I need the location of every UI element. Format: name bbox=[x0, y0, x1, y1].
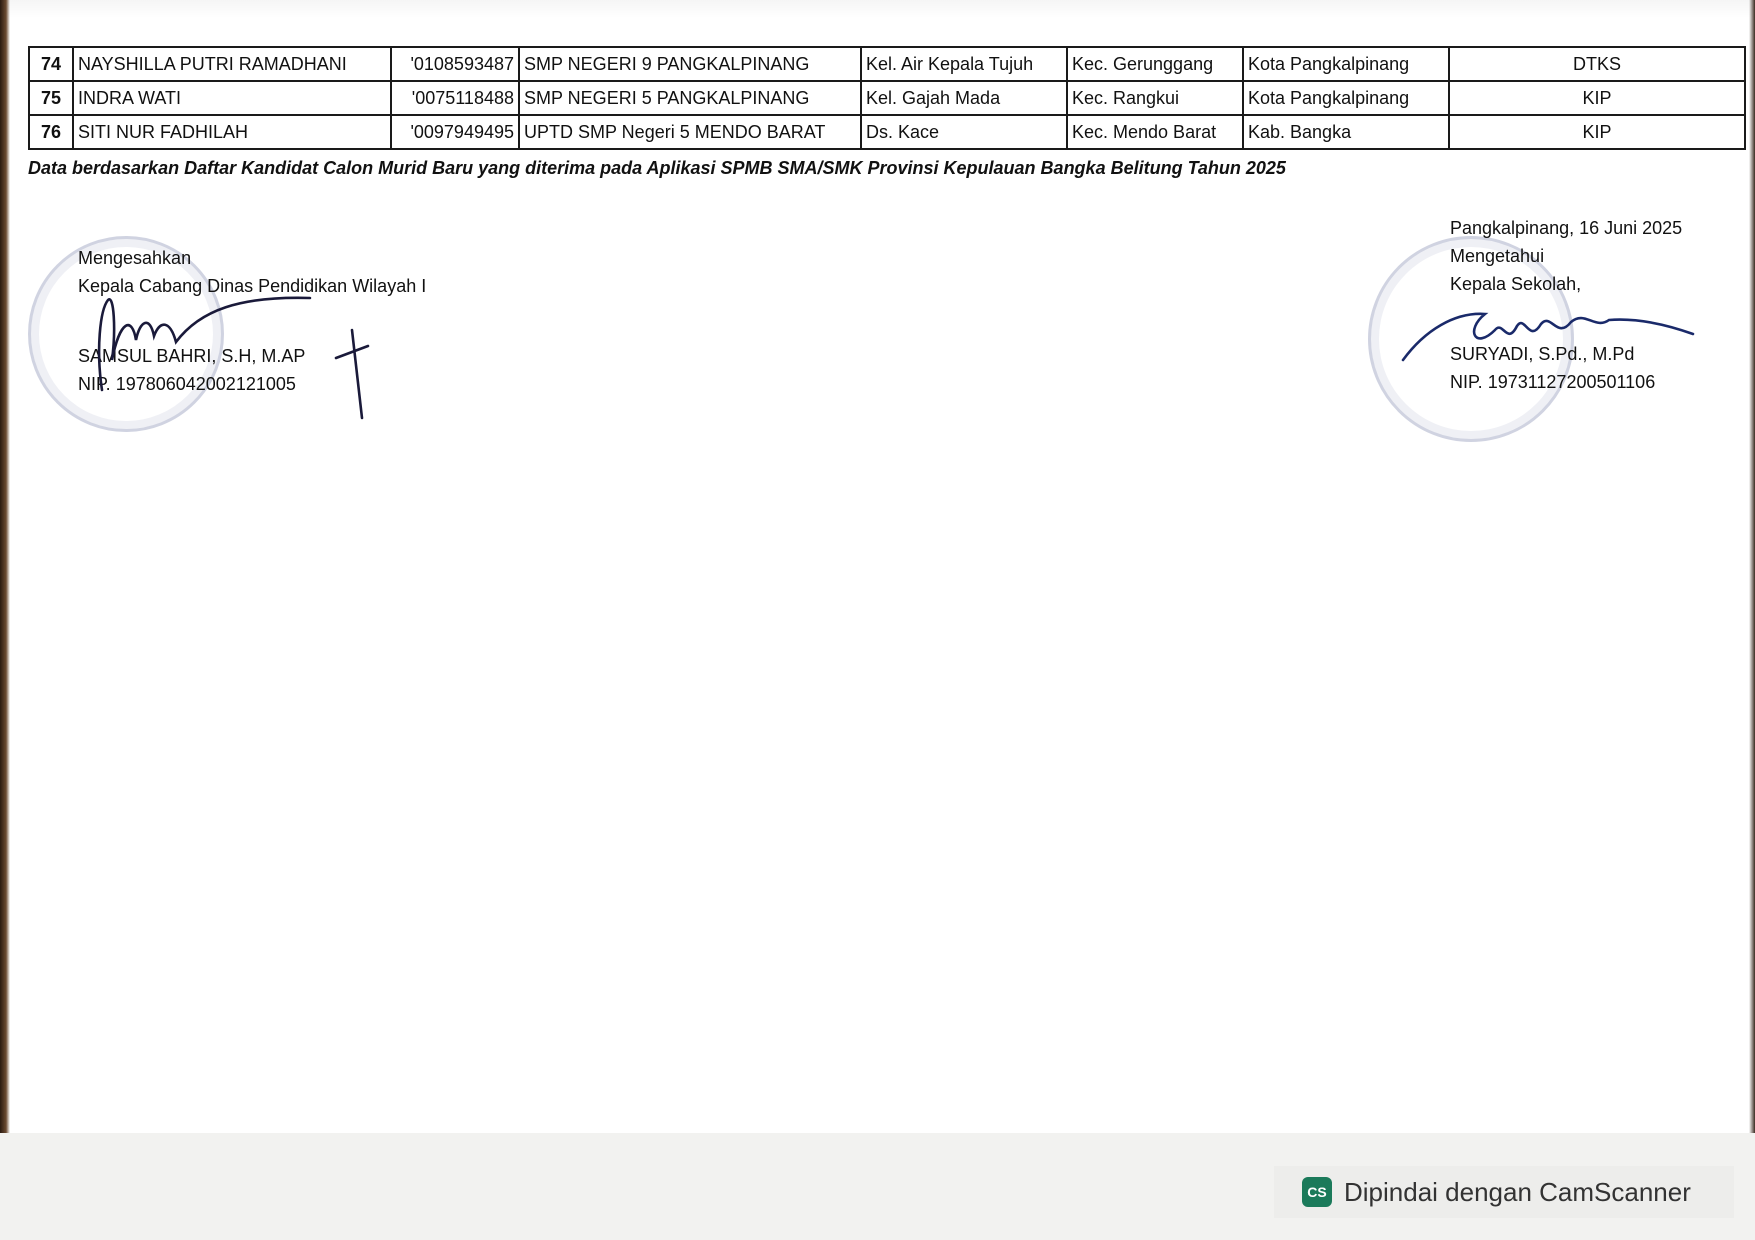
scan-edge-left bbox=[0, 0, 10, 1133]
table-row bbox=[29, 81, 1745, 115]
cell-city: Kota Pangkalpinang bbox=[1243, 47, 1449, 81]
cell-track: KIP bbox=[1449, 81, 1745, 115]
camscanner-text: Dipindai dengan CamScanner bbox=[1344, 1176, 1691, 1207]
cell-village: Kel. Gajah Mada bbox=[861, 81, 1067, 115]
handwritten-signature-left bbox=[80, 270, 380, 430]
cell-nisn: '0108593487 bbox=[391, 47, 519, 81]
table-row bbox=[29, 47, 1745, 81]
cell-nisn: '0075118488 bbox=[391, 81, 519, 115]
camscanner-logo-icon: CS bbox=[1302, 1177, 1332, 1207]
camscanner-badge bbox=[1274, 1166, 1734, 1218]
cell-village: Kel. Air Kepala Tujuh bbox=[861, 47, 1067, 81]
cell-school: SMP NEGERI 9 PANGKALPINANG bbox=[519, 47, 861, 81]
signatory-position: Kepala Sekolah, bbox=[1450, 274, 1582, 294]
approval-label: Mengesahkan bbox=[78, 248, 192, 268]
cell-city: Kota Pangkalpinang bbox=[1243, 81, 1449, 115]
cell-district: Kec. Rangkui bbox=[1067, 81, 1243, 115]
cell-nisn: '0097949495 bbox=[391, 115, 519, 149]
acknowledge-label: Mengetahui bbox=[1450, 246, 1545, 266]
cell-name: SITI NUR FADHILAH bbox=[73, 115, 391, 149]
cell-district: Kec. Gerunggang bbox=[1067, 47, 1243, 81]
cell-name: NAYSHILLA PUTRI RAMADHANI bbox=[73, 47, 391, 81]
signatory-name: SAMSUL BAHRI, S.H, M.AP bbox=[78, 346, 306, 366]
cell-village: Ds. Kace bbox=[861, 115, 1067, 149]
signatory-position: Kepala Cabang Dinas Pendidikan Wilayah I bbox=[78, 276, 427, 296]
cell-track: DTKS bbox=[1449, 47, 1745, 81]
signatory-nip: NIP. 197806042002121005 bbox=[78, 374, 296, 394]
student-table bbox=[28, 46, 1746, 150]
cell-no: 74 bbox=[29, 47, 73, 81]
cell-no: 75 bbox=[29, 81, 73, 115]
signatory-nip: NIP. 19731127200501106 bbox=[1450, 372, 1656, 392]
source-note: Data berdasarkan Daftar Kandidat Calon Murid Baru yang diterima pada Aplikasi SPMB SMA/SMK Provinsi Kepulauan Bangka Belitung Tahun 2025 bbox=[28, 158, 1286, 178]
cell-track: KIP bbox=[1449, 115, 1745, 149]
handwritten-signature-right bbox=[1395, 290, 1695, 370]
signatory-name: SURYADI, S.Pd., M.Pd bbox=[1450, 344, 1635, 364]
cell-city: Kab. Bangka bbox=[1243, 115, 1449, 149]
cell-no: 76 bbox=[29, 115, 73, 149]
scan-edge-right bbox=[1749, 0, 1755, 1133]
cell-school: UPTD SMP Negeri 5 MENDO BARAT bbox=[519, 115, 861, 149]
cell-name: INDRA WATI bbox=[73, 81, 391, 115]
cell-school: SMP NEGERI 5 PANGKALPINANG bbox=[519, 81, 861, 115]
cell-district: Kec. Mendo Barat bbox=[1067, 115, 1243, 149]
place-date: Pangkalpinang, 16 Juni 2025 bbox=[1450, 218, 1683, 238]
table-row bbox=[29, 115, 1745, 149]
